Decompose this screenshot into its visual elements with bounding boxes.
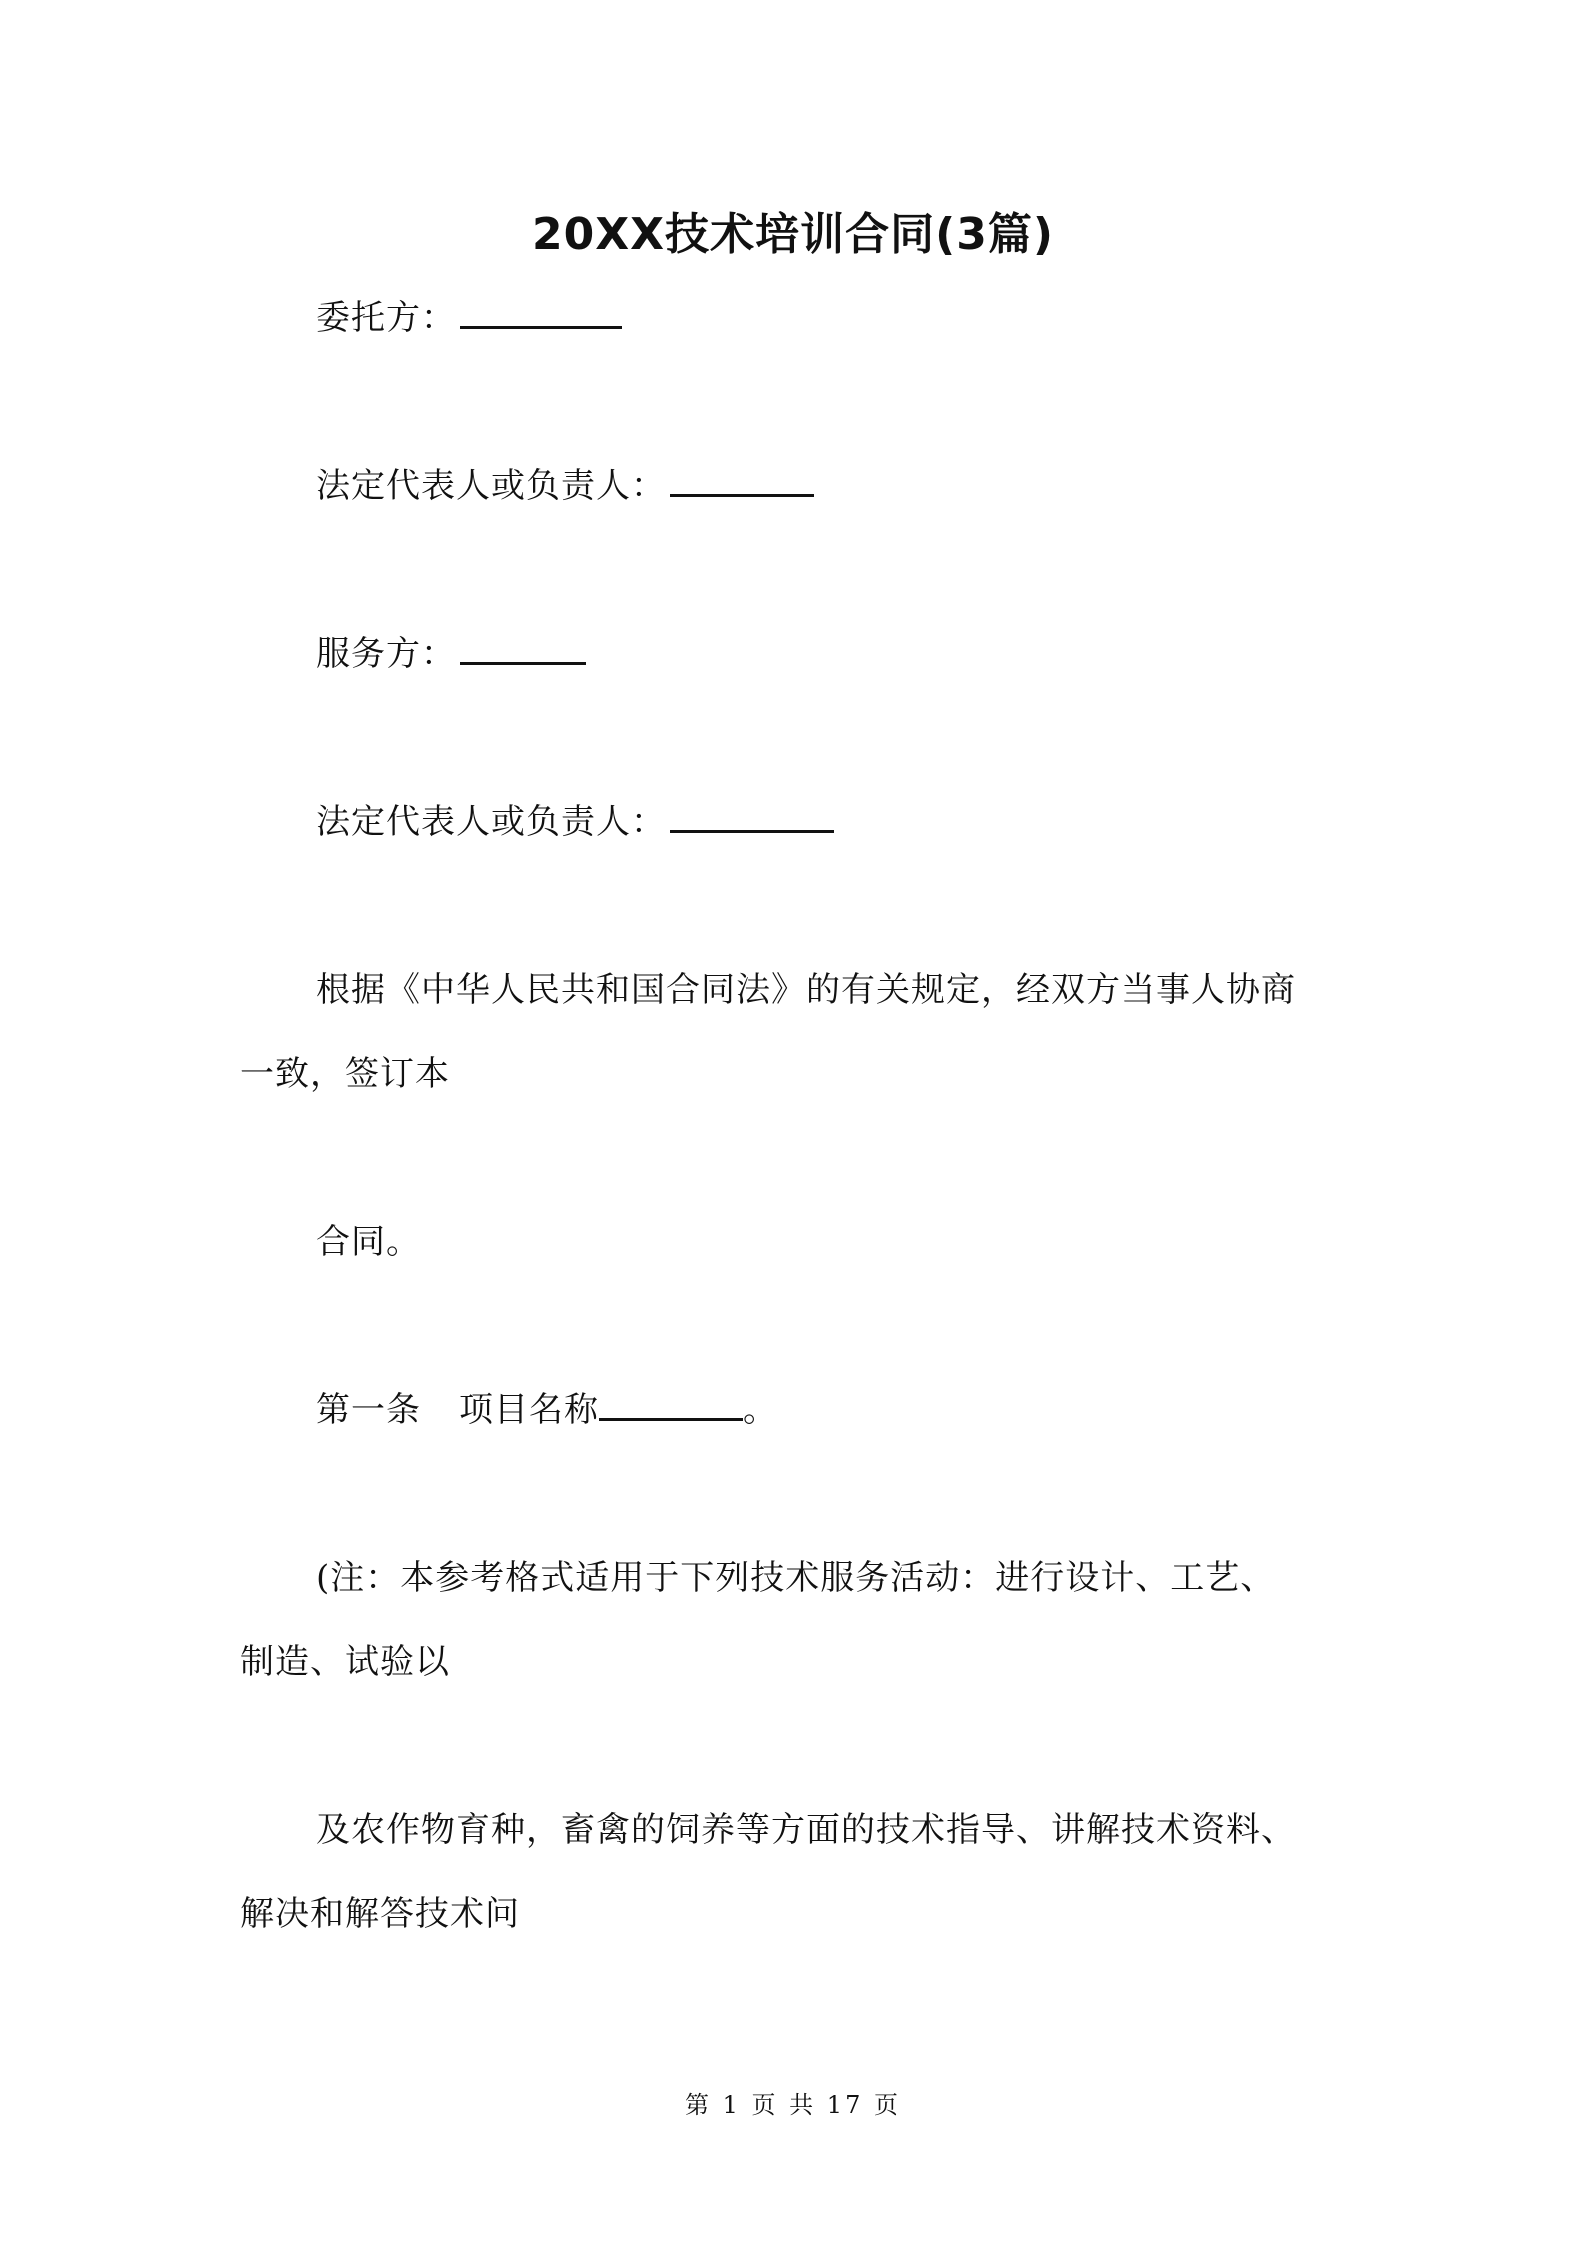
client-blank-field [460,296,622,329]
basis-line-2: 一致，签订本 [240,1054,450,1094]
scope-paragraph [240,1788,1350,1956]
basis-continuation [240,1200,1350,1284]
basis-paragraph [240,948,1350,1116]
basis-line-1: 根据《中华人民共和国合同法》的有关规定，经双方当事人协商 [316,970,1296,1010]
project-name-blank-field [599,1388,743,1421]
provider-representative-label: 法定代表人或负责人： [316,802,666,842]
scope-line-1: 及农作物育种，畜禽的饲养等方面的技术指导、讲解技术资料、 [316,1810,1296,1850]
article-1-line [240,1368,1350,1452]
note-line-1: (注：本参考格式适用于下列技术服务活动：进行设计、工艺、 [316,1558,1276,1598]
client-representative-line [240,444,1350,528]
provider-label: 服务方： [316,634,456,674]
provider-line [240,612,1350,696]
client-representative-label: 法定代表人或负责人： [316,466,666,506]
article-1-text: 项目名称 [459,1390,599,1430]
note-line-2: 制造、试验以 [240,1642,450,1682]
article-1-end: 。 [743,1390,778,1430]
client-label: 委托方： [316,298,456,338]
note-paragraph [240,1536,1350,1704]
provider-blank-field [460,632,586,665]
page-number-footer: 第 1 页 共 17 页 [685,2091,901,2119]
client-line [240,276,1350,360]
article-1-label: 第一条 [316,1390,421,1430]
scope-line-2: 解决和解答技术问 [240,1894,520,1934]
provider-representative-blank-field [670,800,834,833]
provider-representative-line [240,780,1350,864]
client-representative-blank-field [670,464,814,497]
basis-line-3: 合同。 [316,1222,421,1262]
document-title: 20XX技术培训合同(3篇) [532,209,1054,260]
